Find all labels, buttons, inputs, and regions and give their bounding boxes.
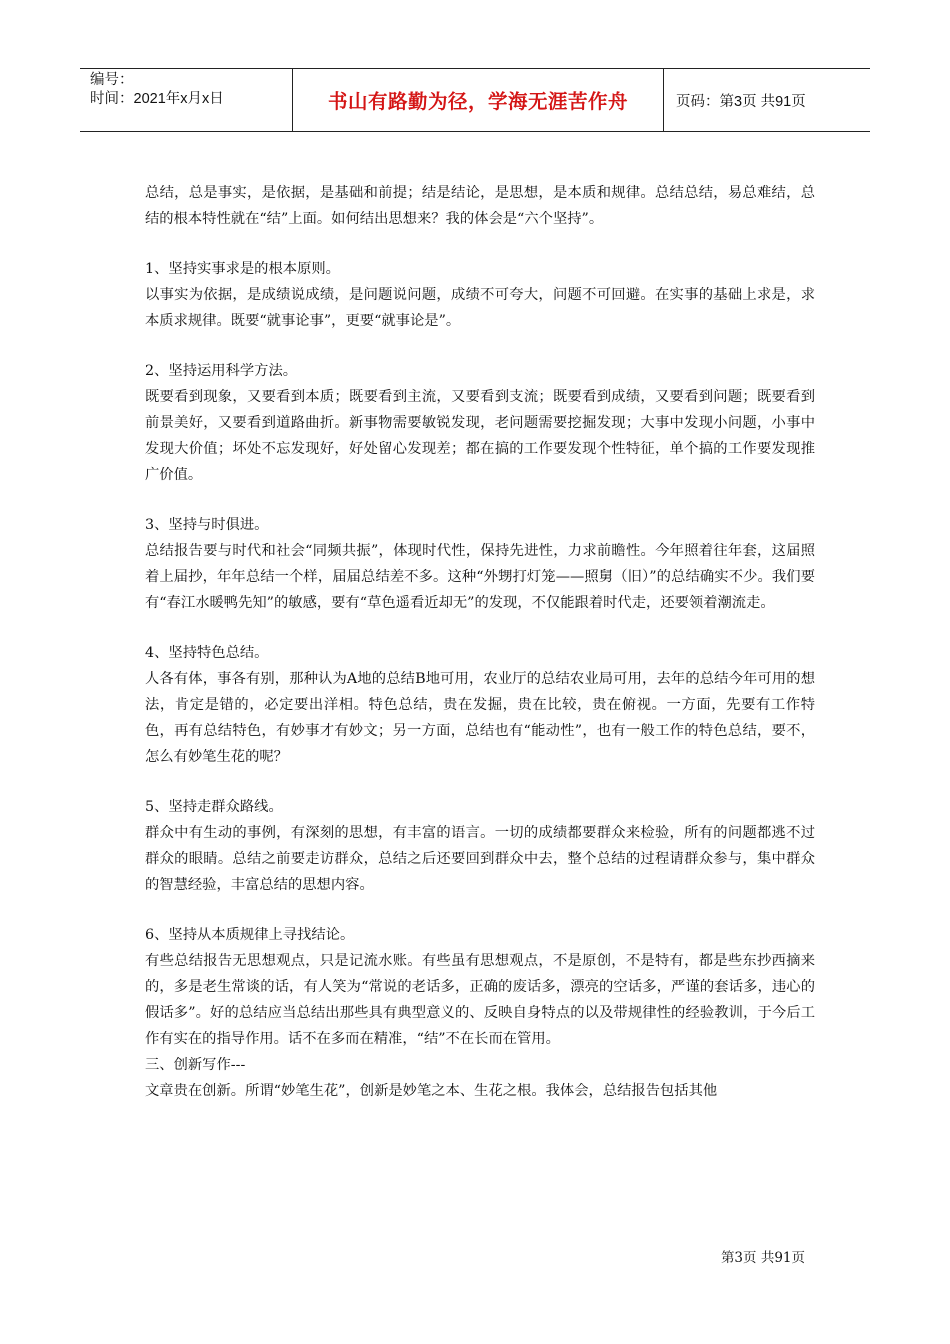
document-number-label: 编号： [90,72,134,88]
document-time-label: 时间：2021年x月x日 [90,91,224,107]
section-title: 3、坚持与时俱进。 [145,517,269,533]
section-body: 人各有体，事各有别，那种认为A地的总结B地可用，农业厅的总结农业局可用，去年的总结今年可用的想法，肯定是错的，必定要出洋相。特色总结，贵在发掘，贵在比较，贵在俯视。一方面，先要有工作特色，再有总结特色，有妙事才有妙文；另一方面，总结也有“能动性”，也有一般工作的特色总结，要不，怎么有妙笔生花的呢？ [145,671,815,765]
intro-paragraph: 总结，总是事实，是依据，是基础和前提；结是结论，是思想，是本质和规律。总结总结，易总难结，总结的根本特性就在“结”上面。如何结出思想来？我的体会是“六个坚持”。 [145,185,815,227]
section-title: 1、坚持实事求是的根本原则。 [145,261,340,277]
section-6 [145,922,815,1052]
part3-title: 三、创新写作--- [145,1057,246,1073]
header-meta [80,69,293,131]
section-1 [145,256,815,334]
section-3 [145,512,815,616]
header-motto: 书山有路勤为径，学海无涯苦作舟 [293,69,664,131]
document-body [145,180,815,1104]
section-body: 以事实为依据，是成绩说成绩，是问题说问题，成绩不可夸大，问题不可回避。在实事的基础上求是，求本质求规律。既要“就事论事”，更要“就事论是”。 [145,287,815,329]
section-title: 5、坚持走群众路线。 [145,799,283,815]
section-body: 有些总结报告无思想观点，只是记流水账。有些虽有思想观点，不是原创，不是特有，都是些东抄西摘来的，多是老生常谈的话，有人笑为“常说的老话多，正确的废话多，漂亮的空话多，严谨的套话多，违心的假话多”。好的总结应当总结出那些具有典型意义的、反映自身特点的以及带规律性的经验教训，于今后工作有实在的指导作用。话不在多而在精准，“结”不在长而在管用。 [145,953,815,1047]
section-title: 2、坚持运用科学方法。 [145,363,298,379]
section-2 [145,358,815,488]
section-title: 4、坚持特色总结。 [145,645,269,661]
page-footer: 第3页 共91页 [720,1250,805,1266]
part3-body: 文章贵在创新。所谓“妙笔生花”，创新是妙笔之本、生花之根。我体会，总结报告包括其他 [145,1083,718,1099]
section-body: 群众中有生动的事例，有深刻的思想，有丰富的语言。一切的成绩都要群众来检验，所有的问题都逃不过群众的眼睛。总结之前要走访群众，总结之后还要回到群众中去，整个总结的过程请群众参与，集中群众的智慧经验，丰富总结的思想内容。 [145,825,815,893]
section-5 [145,794,815,898]
section-4 [145,640,815,770]
page-header [80,68,870,132]
section-title: 6、坚持从本质规律上寻找结论。 [145,927,355,943]
section-body: 总结报告要与时代和社会“同频共振”，体现时代性，保持先进性，力求前瞻性。今年照着往年套，这届照着上届抄，年年总结一个样，届届总结差不多。这种“外甥打灯笼——照舅（旧）”的总结确实不少。我们要有“春江水暖鸭先知”的敏感，要有“草色遥看近却无”的发现，不仅能跟着时代走，还要领着潮流走。 [145,543,815,611]
header-page-label: 页码：第3页 共91页 [676,93,806,110]
section-body: 既要看到现象，又要看到本质；既要看到主流，又要看到支流；既要看到成绩，又要看到问题；既要看到前景美好，又要看到道路曲折。新事物需要敏锐发现，老问题需要挖掘发现；大事中发现小问题，小事中发现大价值；坏处不忘发现好，好处留心发现差；都在搞的工作要发现个性特征，单个搞的工作要发现推广价值。 [145,389,815,483]
